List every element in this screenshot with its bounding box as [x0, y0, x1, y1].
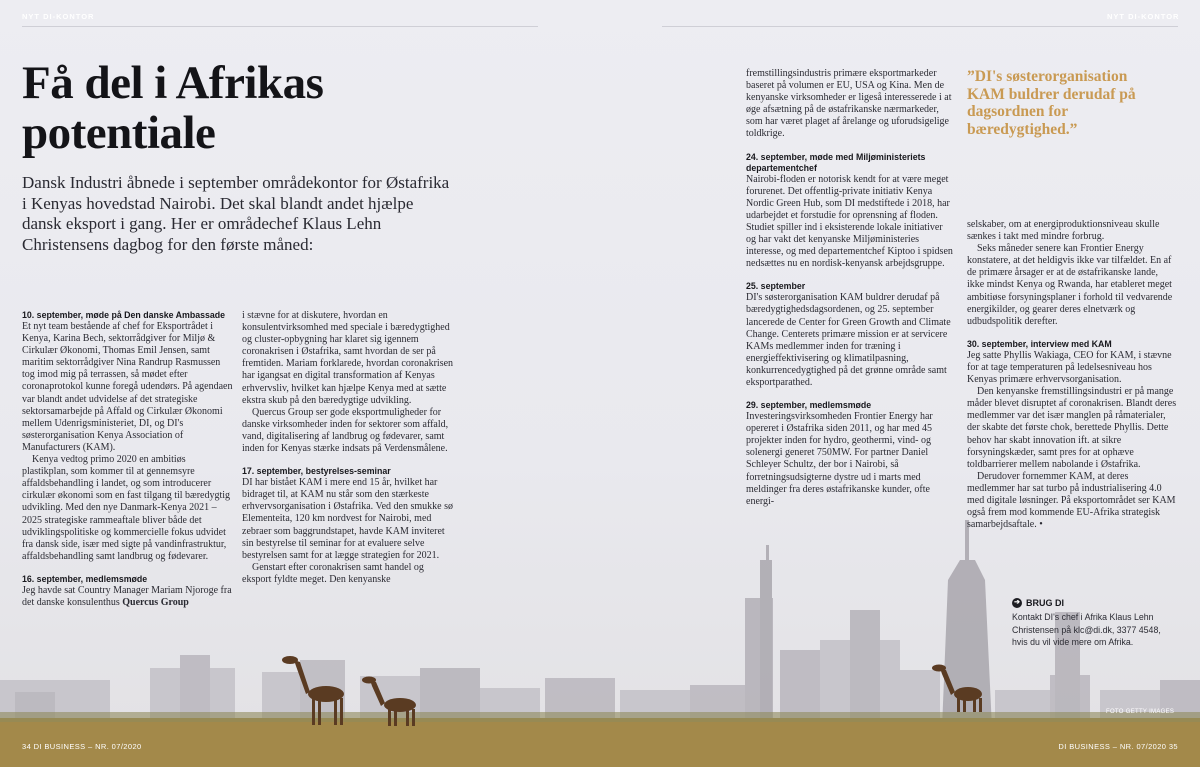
paragraph: Nairobi-floden er notorisk kendt for at være meget forurenet. Det offentlig-private initiativ Kenya Nordic Green Hub, som DI medstiftede i 2018, har udarbejdet et forstudie for oprensning af floden. Studiet spiller ind i eksisterende lokale initiativer og har vakt det kenyanske Miljøministeries interesse, og med departementchef Kiptoo i spidsen nedsættes nu en nordisk-kenyansk arbejdsgruppe.	[746, 173, 953, 270]
paragraph: DI's søsterorganisation KAM buldrer derudaf på bæredygtighedsdagsordenen, og 25. september lancerede de Center for Green Growth and Climate Change. Centerets primære mission er at servicere KAMs medlemmer inden for træning i energieffektivisering og klimatilpasning, konkurrencedygtighed på det grønne område samt eksportparathed.	[746, 292, 951, 388]
header-kicker-left: NYT DI-KONTOR	[22, 12, 95, 21]
paragraph: Seks måneder senere kan Frontier Energy konstatere, at det heldigvis ikke var tilfældet. En af de primære årsager er at de østafrikanske lande, ikke mindst Kenya og Rwanda, har etableret meget ambitiøse forsyningsplaner i forhold til vedvarende energikilder, og gearer deres elnetværk og udbudspolitik derefter.	[967, 243, 1173, 327]
paragraph: Et nyt team bestående af chef for Eksportrådet i Kenya, Karina Bech, sektorrådgiver for Miljø & Cirkulær Økonomi, Thomas Emil Jensen, samt maritim sektorrådgiver Nina Randrup Rasmussen tog imod mig på terrassen, så mødet efter coronaprotokol kunne foregå udendørs. På agendaen var blandt andet udvidelse af det strategiske sektorsamarbejde på Affald og Cirkulær Økonomi mellem Udenrigsministeriet, DI, og DI's søsterorganisation Kenya Association of Manufacturers (KAM).	[22, 321, 233, 453]
paragraph: DI har bistået KAM i mere end 15 år, hvilket har bidraget til, at KAM nu står som den stærkeste erhvervsorganisation i Østafrika. Ved den smukke sø Elementeita, 120 km nordvest for Nairobi, med zebraer som baggrundstapet, havde KAM inviteret sin bestyrelse til seminar for at evaluere selve bestyrelsen samt for at lægge strategien for 2021.	[242, 477, 453, 561]
contact-box-heading	[1012, 598, 1064, 608]
contact-box-text: Kontakt DI's chef i Afrika Klaus Lehn Christensen på klc@di.dk, 3377 4548, hvis du vil vide mere om Afrika.	[1012, 612, 1161, 647]
entry-heading: 17. september, bestyrelses-seminar	[242, 466, 391, 477]
column-2	[242, 310, 454, 586]
entry-heading: 25. september	[746, 281, 806, 292]
footer-folio-right: DI BUSINESS – NR. 07/2020 35	[1058, 742, 1178, 751]
article-title	[22, 58, 323, 158]
paragraph: Quercus Group ser gode eksportmuligheder for danske virksomheder inden for sektorer som affald, vand, digitalisering af landbrug og fødevarer, samt inden for Kenyas stærke indsats på Verdensmålene.	[242, 406, 449, 455]
entry-heading: 30. september, interview med KAM	[967, 338, 1112, 349]
paragraph: Kenya vedtog primo 2020 en ambitiøs plastikplan, som kommer til at gennemsyre affaldsbehandling i landet, og som introducerer cirkulær økonomi som en fast tilgang til bæredygtig udvikling. Med den nye Danmark-Kenya 2021 – 2025 strategiske rammeaftale bliver både det udviklingspolitiske og kommercielle fokus udvidet fra dansk side, især med sigte på vandinfrastruktur, affaldsbehandling samt landbrug og fødevarer.	[22, 454, 231, 562]
title-line-1: Få del i Afrikas	[22, 57, 324, 109]
paragraph: Genstart efter coronakrisen samt handel og eksport fyldte meget. Den kenyanske	[242, 561, 424, 585]
entry-heading: 29. september, medlemsmøde	[746, 400, 872, 411]
paragraph: selskaber, om at energiproduktionsniveau skulle sænkes i takt med mindre forbrug.	[967, 219, 1160, 243]
paragraph: Investeringsvirksomheden Frontier Energy har opereret i Østafrika siden 2011, og har med 45 projekter inden for hydro, geothermi, vind- og solenergi generet 750MW. For partner Daniel Schleyer Schultz, der bor i Nairobi, så forretningsudsigterne dystre ud i marts med meldinger fra deres østafrikanske kunder, ofte energi-	[746, 411, 933, 507]
entry-heading: 24. september, møde med Miljøministeriets departementchef	[746, 151, 926, 173]
header-kicker-right: NYT DI-KONTOR	[1107, 12, 1180, 21]
paragraph: fremstillingsindustris primære eksportmarkeder baseret på volumen er EU, USA og Kina. Men de kenyanske virksomheder er ligeså interesserede i at øge afsætning på de østafrikanske nærmarkeder, som har været plaget af årelange og uforudsigelige toldkrige.	[746, 68, 952, 140]
savanna-grass	[0, 718, 1200, 767]
arrow-right-icon: ➔	[1012, 598, 1022, 608]
column-3	[746, 68, 954, 508]
paragraph: Jeg satte Phyllis Wakiaga, CEO for KAM, i stævne for at tage temperaturen på ledelsesniveau hos Kenyas primære erhvervsorganisation.	[967, 349, 1172, 386]
column-4	[967, 219, 1177, 531]
company-name: Quercus Group	[122, 596, 189, 608]
entry-heading: 10. september, møde på Den danske Ambassade	[22, 310, 226, 320]
footer-folio-left: 34 DI BUSINESS – NR. 07/2020	[22, 742, 142, 751]
header-rule-right	[662, 26, 1178, 27]
paragraph: Den kenyanske fremstillingsindustri er på mange måder blevet disruptet af coronakrisen. Blandt deres medlemmer var det især manglen på råmaterialer, der skabte det første chok, berettede Phyllis. Dette behov har skabt innovation ift. at sikre forsyningskæder, samt pres for at ophæve toldbarrierer mellem nabolande i Østafrika.	[967, 386, 1177, 470]
paragraph-text: Jeg havde sat Country Manager Mariam Njoroge fra det danske konsulenthus	[22, 584, 232, 608]
contact-box-title: BRUG DI	[1026, 598, 1064, 608]
paragraph: Derudover fornemmer KAM, at deres medlemmer har sat turbo på industrialisering 4.0 med digitale løsninger. På eksportområdet ser KAM også frem mod kommende EU-Afrika strategisk samarbejdsaftale. •	[967, 470, 1176, 531]
entry-heading: 16. september, medlemsmøde	[22, 573, 148, 584]
photo-credit: FOTO GETTY IMAGES	[1106, 709, 1175, 715]
article-lead: Dansk Industri åbnede i september områdekontor for Østafrika i Kenyas hovedstad Nairobi. Det skal blandt andet hjælpe dansk eksport i gang. Her er områdechef Klaus Lehn Christensens dagbog for den første måned:	[22, 173, 450, 254]
pull-quote: ”DI's søsterorganisation KAM buldrer derudaf på dagsordnen for bæredygtighed.”	[967, 68, 1136, 138]
paragraph	[22, 585, 234, 609]
paragraph: i stævne for at diskutere, hvordan en konsulentvirksomhed med speciale i bæredygtighed og cluster-opbygning har klaret sig igennem coronakrisen i Østafrika, samt hvordan de ser på fremtiden. Mariam forklarede, hvordan coronakrisen har igangsat en digital transformation af Kenyas erhvervsliv, hvilket kan hjælpe Kenya med at sætte ekstra skub på den bæredygtige udvikling.	[242, 310, 454, 406]
column-1	[22, 310, 234, 609]
title-line-2: potentiale	[22, 107, 216, 159]
header-rule-left	[22, 26, 538, 27]
